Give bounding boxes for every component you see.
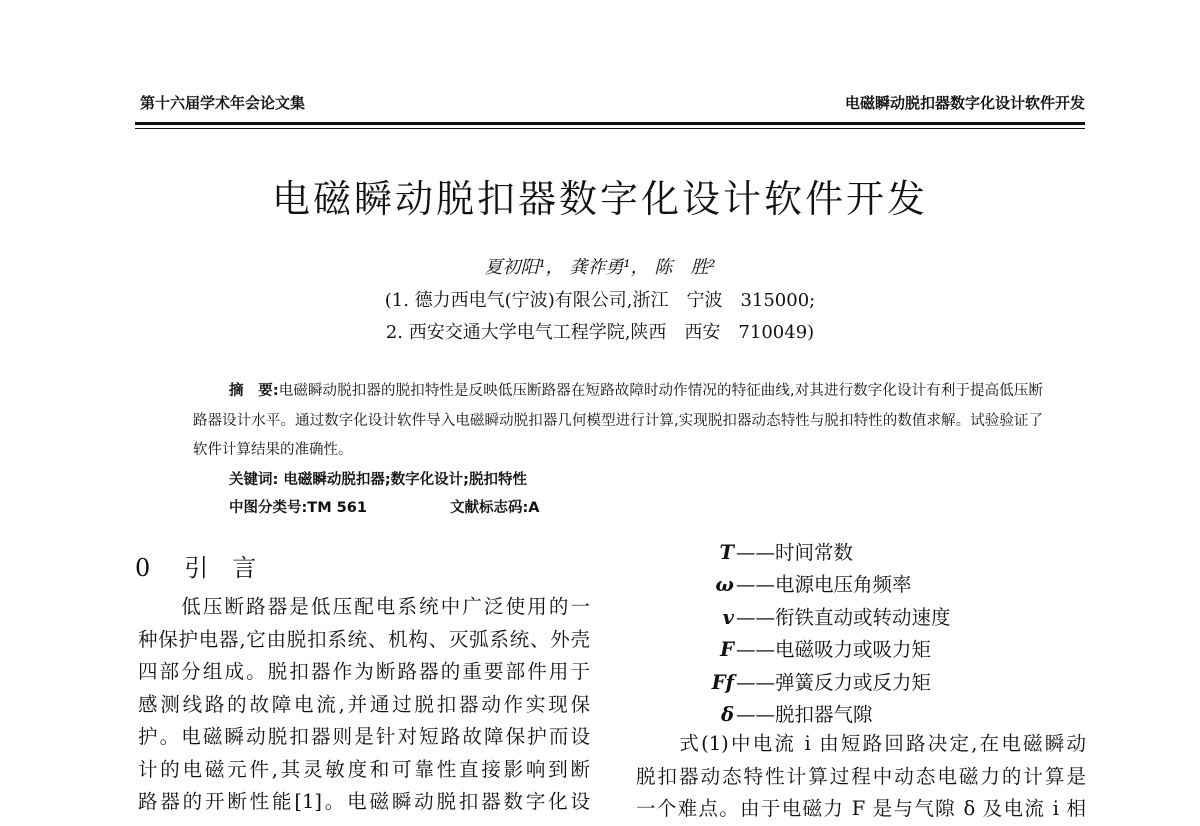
- symbol: Ff: [711, 670, 734, 694]
- keywords: 关键词: 电磁瞬动脱扣器;数字化设计;脱扣特性: [229, 472, 527, 488]
- symbol-definition: [690, 634, 931, 662]
- paper-title: 电磁瞬动脱扣器数字化设计软件开发: [271, 177, 928, 221]
- affiliation-2: 2. 西安交通大学电气工程学院,陕西 西安 710049): [385, 322, 815, 343]
- text-line: 低压断路器是低压配电系统中广泛使用的一: [138, 595, 590, 618]
- text-line: 式(1)中电流 i 由短路回路决定,在电磁瞬动: [636, 732, 1086, 755]
- definition-text: ——时间常数: [736, 541, 854, 564]
- definition-text: ——电源电压角频率: [736, 573, 912, 597]
- definition-text: ——脱扣器气隙: [736, 703, 873, 726]
- section-title: 引 言: [184, 554, 257, 582]
- text-line: 感测线路的故障电流,并通过脱扣器动作实现保: [138, 692, 590, 716]
- definition-text: ——衔铁直动或转动速度: [736, 605, 951, 629]
- running-header-left: 第十六届学术年会论文集: [140, 94, 306, 112]
- text-line: 脱扣器动态特性计算过程中动态电磁力的计算是: [636, 764, 1086, 788]
- text-line: 护。电磁瞬动脱扣器则是针对短路故障保护而设: [138, 725, 590, 748]
- text-line: 一个难点。由于电磁力 F 是与气隙 δ 及电流 i 相: [636, 797, 1086, 820]
- symbol-definition: [690, 699, 873, 727]
- authors: 夏初阳¹， 龚祚勇¹， 陈 胜²: [484, 257, 716, 278]
- header-rule: [135, 122, 1085, 125]
- symbol-definition: [690, 569, 912, 597]
- symbol-definition: [690, 602, 951, 630]
- text-line: 计的电磁元件,其灵敏度和可靠性直接影响到断: [138, 757, 590, 781]
- symbol-definition: [690, 667, 931, 695]
- definition-text: ——弹簧反力或反力矩: [736, 670, 932, 694]
- running-header-right: 电磁瞬动脱扣器数字化设计软件开发: [844, 94, 1085, 112]
- section-heading: [135, 548, 290, 583]
- abstract-label: 摘 要:: [229, 383, 279, 399]
- abstract: [193, 377, 1043, 466]
- symbol-definition: [690, 537, 853, 565]
- section-number: 0: [135, 554, 151, 582]
- text-line: 种保护电器,它由脱扣系统、机构、灭弧系统、外壳: [138, 627, 590, 651]
- symbol: δ: [720, 703, 734, 726]
- symbol: ω: [715, 573, 734, 597]
- affiliation-1: (1. 德力西电气(宁波)有限公司,浙江 宁波 315000;: [384, 290, 816, 311]
- document-code: 文献标志码:A: [450, 500, 540, 516]
- left-column-text: [138, 591, 590, 819]
- abstract-text: 电磁瞬动脱扣器的脱扣特性是反映低压断路器在短路故障时动作情况的特征曲线,对其进行数字化设计有利于提高低压断路器设计水平。通过数字化设计软件导入电磁瞬动脱扣器几何模型进行计算,实现脱扣器动态特性与脱扣特性的数值求解。试验验证了软件计算结果的准确性。: [193, 383, 1043, 458]
- header-rule-thin: [135, 128, 1085, 129]
- definition-text: ——电磁吸力或吸力矩: [736, 638, 932, 662]
- text-line: 四部分组成。脱扣器作为断路器的重要部件用于: [138, 660, 590, 683]
- text-line: 路器的开断性能[1]。电磁瞬动脱扣器数字化设: [138, 790, 590, 813]
- symbol: F: [720, 638, 734, 662]
- classification-number: 中图分类号:TM 561: [229, 500, 367, 516]
- symbol: T: [719, 541, 734, 564]
- right-column-text: [636, 728, 1086, 826]
- symbol: v: [722, 605, 734, 629]
